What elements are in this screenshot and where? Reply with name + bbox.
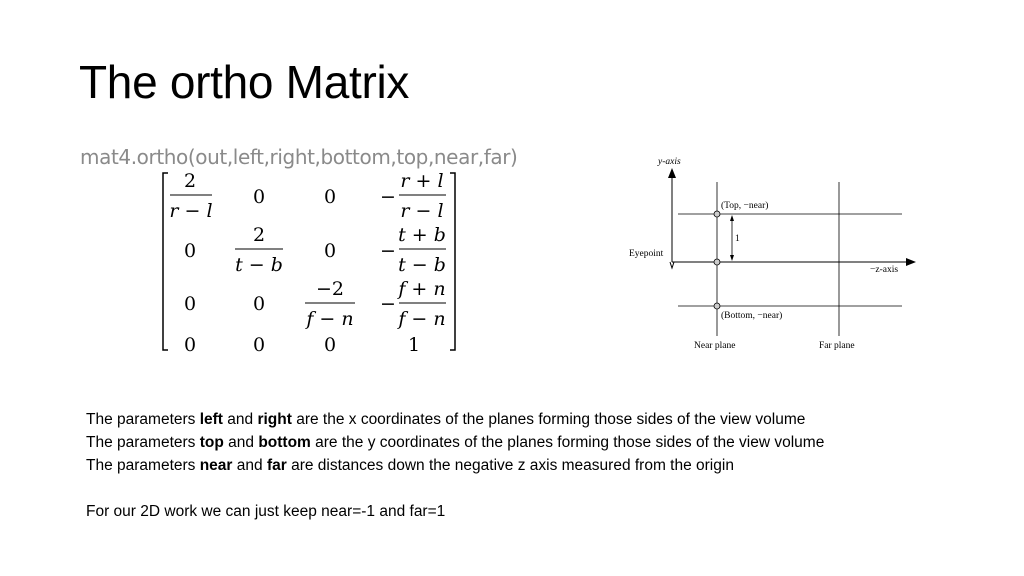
function-signature: mat4.ortho(out,left,right,bottom,top,near,far)	[80, 145, 518, 169]
r3c1-value: 0	[183, 293, 197, 315]
r3c4-minus: −	[380, 293, 396, 315]
param-left: left	[199, 411, 223, 428]
explanation-line-3	[86, 454, 824, 477]
r3c4-numerator: f + n	[398, 278, 446, 300]
r4c2-value: 0	[252, 334, 266, 355]
y-axis-label: y-axis	[658, 157, 681, 167]
bottom-near-point	[714, 303, 720, 309]
top-near-label: (Top, −near)	[721, 201, 769, 211]
param-near: near	[199, 457, 233, 474]
text-segment: The parameters	[86, 457, 200, 474]
text-segment: are the x coordinates of the planes forming those sides of the view volume	[291, 411, 806, 428]
slide-title: The ortho Matrix	[79, 56, 410, 108]
right-bracket	[450, 173, 455, 350]
z-axis-arrowhead	[906, 258, 916, 266]
r2c2-denominator: t − b	[235, 254, 283, 276]
param-right: right	[257, 411, 292, 428]
r1c4-denominator: r − l	[400, 200, 444, 222]
r1c4-minus: −	[380, 186, 396, 208]
explanation-line-1	[86, 408, 824, 431]
r3c2-value: 0	[252, 293, 266, 315]
explanation-text	[86, 408, 824, 523]
top-near-point	[714, 211, 720, 217]
r2c1-value: 0	[183, 240, 197, 262]
r4c4-value: 1	[407, 334, 421, 355]
text-segment: The parameters	[86, 411, 200, 428]
r3c3-denominator: f − n	[306, 308, 354, 330]
unit-label: 1	[735, 234, 740, 244]
r2c2-numerator: 2	[252, 224, 266, 246]
explanation-line-2	[86, 431, 824, 454]
near-plane-label: Near plane	[694, 341, 736, 351]
r1c1-numerator: 2	[183, 170, 197, 192]
origin-near-point	[714, 259, 720, 265]
r4c3-value: 0	[323, 334, 337, 355]
explanation-line-4: For our 2D work we can just keep near=-1 and far=1	[86, 503, 446, 520]
left-bracket	[163, 173, 168, 350]
r4c1-value: 0	[183, 334, 197, 355]
text-segment: and	[232, 457, 267, 474]
text-segment: and	[223, 434, 259, 451]
text-segment: and	[222, 411, 258, 428]
eyepoint-marker	[670, 262, 674, 268]
r1c1-denominator: r − l	[169, 200, 213, 222]
bottom-near-label: (Bottom, −near)	[721, 311, 783, 321]
param-far: far	[266, 457, 287, 474]
y-axis-arrowhead	[668, 168, 676, 178]
text-segment: are the y coordinates of the planes forming those sides of the view volume	[310, 434, 825, 451]
far-plane-label: Far plane	[819, 341, 855, 351]
unit-measure-top-arrow	[730, 215, 734, 221]
r3c4-denominator: f − n	[398, 308, 446, 330]
r1c2-value: 0	[252, 186, 266, 208]
text-segment: are distances down the negative z axis measured from the origin	[286, 457, 734, 474]
view-volume-diagram	[620, 150, 920, 360]
r1c3-value: 0	[323, 186, 337, 208]
ortho-matrix	[150, 165, 470, 355]
r2c4-numerator: t + b	[398, 224, 446, 246]
r2c4-minus: −	[380, 240, 396, 262]
eyepoint-label: Eyepoint	[629, 249, 664, 259]
r1c4-numerator: r + l	[400, 170, 444, 192]
param-top: top	[199, 434, 224, 451]
unit-measure-bottom-arrow	[730, 255, 734, 261]
param-bottom: bottom	[258, 434, 311, 451]
z-axis-label: −z-axis	[870, 265, 899, 275]
r2c3-value: 0	[323, 240, 337, 262]
spacer	[86, 477, 824, 500]
r2c4-denominator: t − b	[398, 254, 446, 276]
r3c3-numerator: −2	[315, 278, 345, 300]
text-segment: The parameters	[86, 434, 200, 451]
